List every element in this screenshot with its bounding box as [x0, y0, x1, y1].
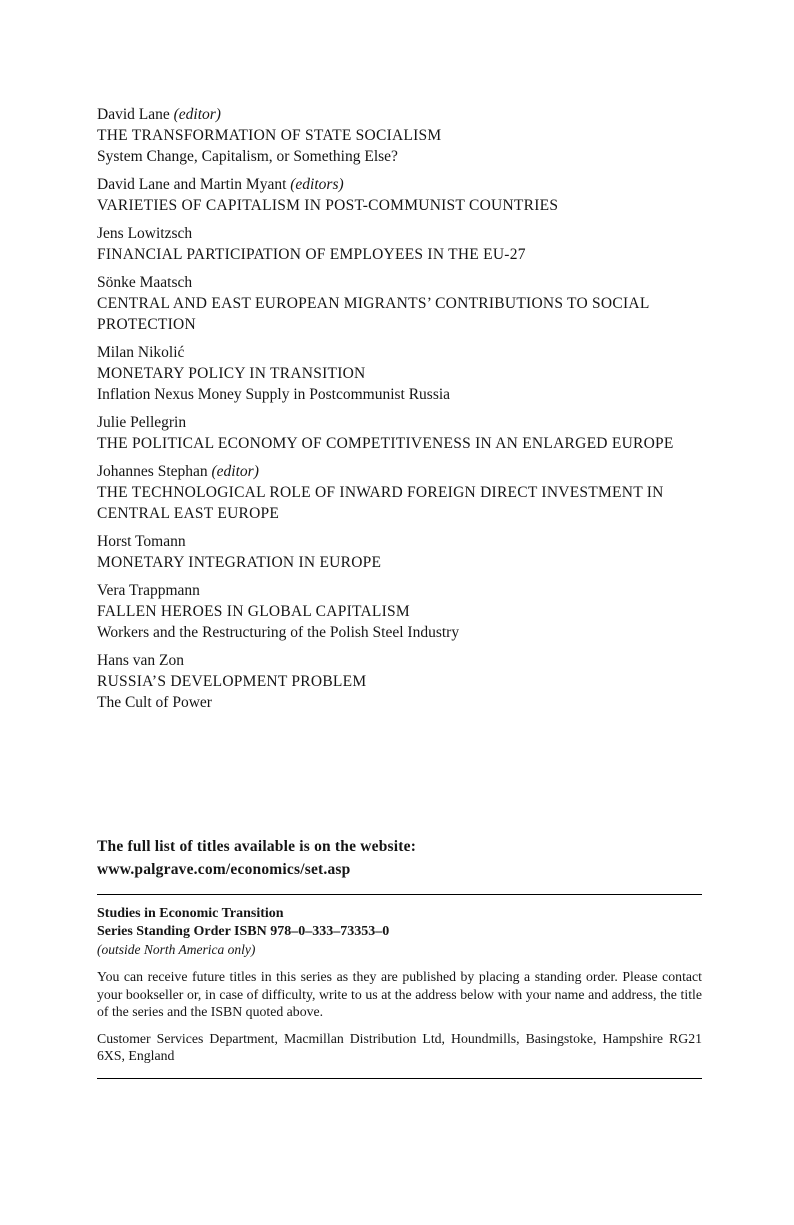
availability-note: (outside North America only) — [97, 942, 256, 957]
customer-services-address: Customer Services Department, Macmillan Distribution Ltd, Houndmills, Basingstoke, Hampshire RG21 6XS, England — [97, 1030, 702, 1063]
series-isbn: Series Standing Order ISBN 978–0–333–73353–0 — [97, 924, 390, 939]
series-entry — [97, 342, 702, 405]
entry-author-line — [97, 272, 702, 293]
entry-author-line — [97, 531, 702, 552]
entry-title: FINANCIAL PARTICIPATION OF EMPLOYEES IN THE EU-27 — [97, 246, 526, 263]
entry-title: VARIETIES OF CAPITALISM IN POST-COMMUNIST COUNTRIES — [97, 197, 559, 214]
series-entry — [97, 174, 702, 216]
entry-author: Julie Pellegrin — [97, 414, 187, 431]
entry-title: THE POLITICAL ECONOMY OF COMPETITIVENESS IN AN ENLARGED EUROPE — [97, 435, 674, 452]
entry-editor-tag: (editors) — [290, 176, 344, 193]
entry-title: THE TECHNOLOGICAL ROLE OF INWARD FOREIGN DIRECT INVESTMENT IN CENTRAL EAST EUROPE — [97, 484, 664, 522]
entry-author-line — [97, 342, 702, 363]
series-name: Studies in Economic Transition — [97, 906, 284, 921]
entry-editor-tag: (editor) — [173, 106, 221, 123]
entry-author-line — [97, 104, 702, 125]
entry-author: David Lane — [97, 106, 170, 123]
entry-editor-tag: (editor) — [211, 463, 259, 480]
standing-order-section — [97, 905, 702, 1065]
entry-author: Vera Trappmann — [97, 582, 200, 599]
entry-author-line — [97, 223, 702, 244]
series-entry — [97, 104, 702, 167]
entry-author-line — [97, 650, 702, 671]
entry-subtitle: Workers and the Restructuring of the Polish Steel Industry — [97, 624, 460, 641]
entry-author: Sönke Maatsch — [97, 274, 193, 291]
entry-author-line — [97, 412, 702, 433]
series-entry — [97, 272, 702, 335]
series-entry — [97, 412, 702, 454]
divider-bottom — [97, 1078, 702, 1079]
entry-author-line — [97, 580, 702, 601]
series-entry — [97, 531, 702, 573]
website-note — [97, 835, 702, 881]
entry-title: MONETARY POLICY IN TRANSITION — [97, 365, 366, 382]
entry-subtitle: Inflation Nexus Money Supply in Postcommunist Russia — [97, 386, 451, 403]
entry-author: Hans van Zon — [97, 652, 184, 669]
series-entry — [97, 461, 702, 524]
entry-subtitle: System Change, Capitalism, or Something Else? — [97, 148, 398, 165]
entry-author-line — [97, 461, 702, 482]
entry-author: Johannes Stephan — [97, 463, 208, 480]
entry-title: MONETARY INTEGRATION IN EUROPE — [97, 554, 382, 571]
website-url: www.palgrave.com/economics/set.asp — [97, 861, 351, 878]
entry-title: RUSSIA’S DEVELOPMENT PROBLEM — [97, 673, 367, 690]
entry-author: David Lane and Martin Myant — [97, 176, 287, 193]
entry-author: Jens Lowitzsch — [97, 225, 193, 242]
series-entry — [97, 223, 702, 265]
entry-author-line — [97, 174, 702, 195]
entry-subtitle: The Cult of Power — [97, 694, 212, 711]
entry-author: Milan Nikolić — [97, 344, 185, 361]
standing-order-instructions: You can receive future titles in this series as they are published by placing a standing order. Please contact your bookseller or, in case of difficulty, write to us at the address below with your name and address, the title of the series and the ISBN quoted above. — [97, 969, 702, 1019]
series-entry — [97, 580, 702, 643]
entry-title: FALLEN HEROES IN GLOBAL CAPITALISM — [97, 603, 410, 620]
series-title-list — [97, 104, 702, 713]
divider-top — [97, 894, 702, 895]
entry-author: Horst Tomann — [97, 533, 186, 550]
series-entry — [97, 650, 702, 713]
entry-title: THE TRANSFORMATION OF STATE SOCIALISM — [97, 127, 442, 144]
website-note-text: The full list of titles available is on the website: — [97, 838, 417, 855]
entry-title: CENTRAL AND EAST EUROPEAN MIGRANTS’ CONTRIBUTIONS TO SOCIAL PROTECTION — [97, 295, 649, 333]
